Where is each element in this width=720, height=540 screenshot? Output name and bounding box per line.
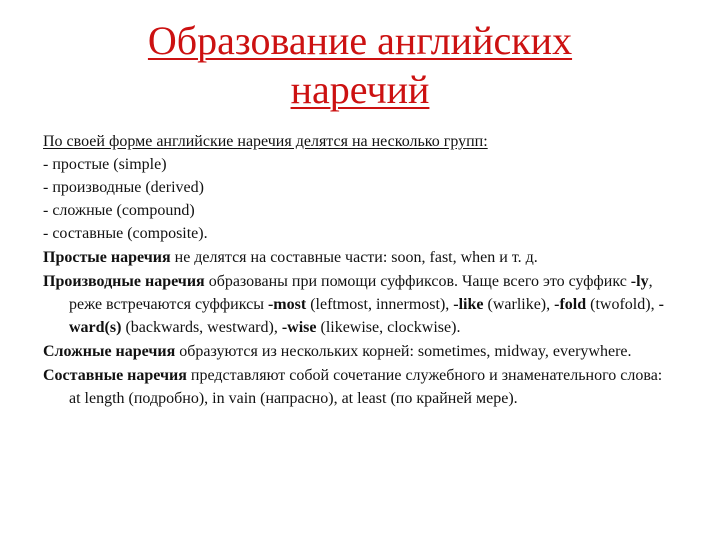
- title-line-1: Образование английских: [147, 18, 573, 63]
- group-item-composite: - составные (composite).: [43, 225, 208, 242]
- suffix-like: -like: [453, 296, 484, 313]
- compound-adverbs-text: образуются из нескольких корней: sometimes, midway, everywhere.: [175, 343, 632, 360]
- derived-text-4: (warlike),: [483, 296, 555, 313]
- simple-adverbs-text: не делятся на составные части: soon, fast, when и т. д.: [170, 249, 538, 266]
- derived-text-2: , реже встречаются суффиксы: [69, 273, 653, 313]
- group-item-compound: - сложные (compound): [43, 202, 195, 219]
- simple-adverbs-term: Простые наречия: [43, 249, 171, 266]
- simple-adverbs-paragraph: [43, 246, 668, 269]
- page-title: [60, 16, 660, 114]
- derived-text-7: (likewise, clockwise).: [316, 319, 461, 336]
- derived-adverbs-paragraph: [43, 270, 668, 339]
- compound-adverbs-paragraph: [43, 340, 668, 363]
- derived-text-6: (backwards, westward),: [121, 319, 282, 336]
- suffix-fold: -fold: [554, 296, 587, 313]
- derived-text-1: образованы при помощи суффиксов. Чаще всего это суффикс: [204, 273, 631, 290]
- group-item-derived: - производные (derived): [43, 179, 204, 196]
- derived-adverbs-term: Производные наречия: [43, 273, 205, 290]
- group-item-simple: - простые (simple): [43, 156, 167, 173]
- composite-adverbs-text: представляют собой сочетание служебного и знаменательного слова: at length (подробно), in vain (напрасно), at least (по крайней мере).: [69, 367, 663, 407]
- intro-text: По своей форме английские наречия делятся на несколько групп:: [43, 133, 488, 150]
- suffix-wise: -wise: [281, 319, 317, 336]
- suffix-ly: -ly: [630, 273, 649, 290]
- slide-body: [43, 130, 668, 410]
- suffix-most: -most: [267, 296, 307, 313]
- composite-adverbs-paragraph: [43, 364, 668, 410]
- derived-text-5: (twofold),: [586, 296, 659, 313]
- title-line-2: наречий: [290, 67, 430, 112]
- compound-adverbs-term: Сложные наречия: [43, 343, 176, 360]
- suffix-ward: -ward(s): [69, 296, 664, 336]
- composite-adverbs-term: Составные наречия: [43, 367, 187, 384]
- derived-text-3: (leftmost, innermost),: [306, 296, 454, 313]
